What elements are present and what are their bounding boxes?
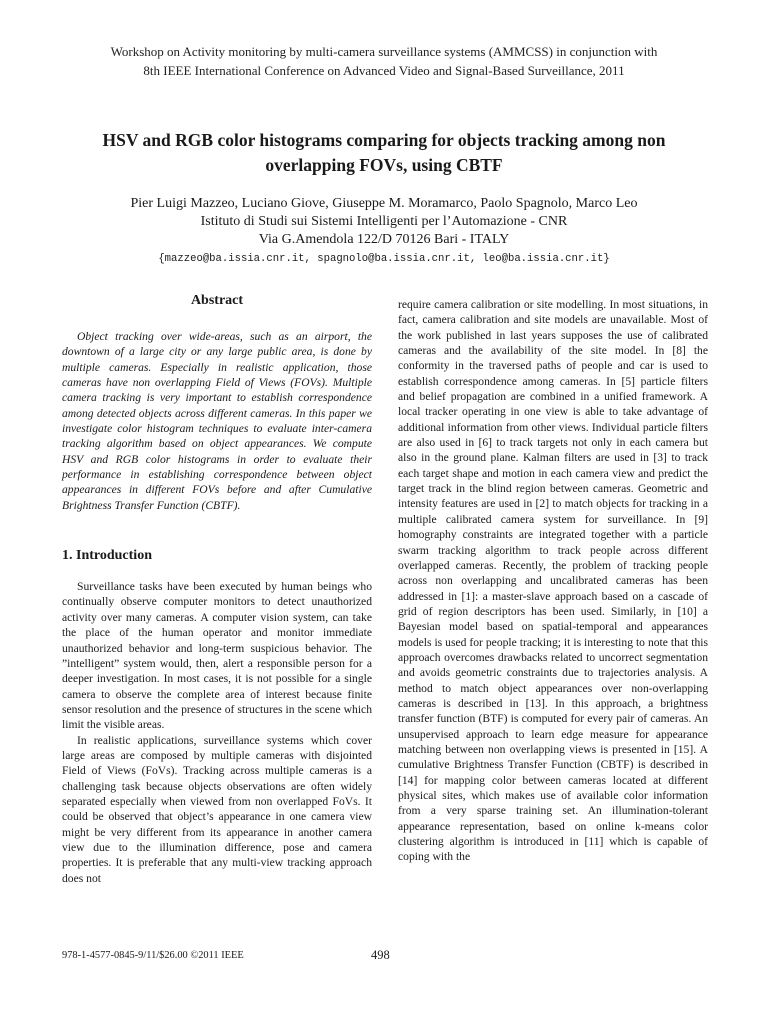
title-line-1: HSV and RGB color histograms comparing for objects tracking among non bbox=[102, 130, 666, 150]
author-names: Pier Luigi Mazzeo, Luciano Giove, Giuseppe M. Moramarco, Paolo Spagnolo, Marco Leo bbox=[130, 196, 638, 211]
author-address: Via G.Amendola 122/D 70126 Bari - ITALY bbox=[258, 232, 510, 247]
header-line-1: Workshop on Activity monitoring by multi-camera surveillance systems (AMMCSS) in conjunction with bbox=[110, 44, 658, 59]
introduction-heading: 1. Introduction bbox=[62, 548, 152, 564]
intro-paragraph-2: In realistic applications, surveillance systems which cover large areas are composed by multiple cameras with disjointed Field of Views (FoVs). Tracking across multiple cameras is a challenging task because objects observations are often widely separated especially when viewed from non overlapped FoVs. It could be observed that object’s appearance in one camera view might be very different from its appearance in another camera view due to the illumination difference, pose and camera properties. It is preferable that any multi-view tracking approach does not bbox=[62, 733, 372, 885]
header-line-2: 8th IEEE International Conference on Advanced Video and Signal-Based Surveillance, 2011 bbox=[143, 63, 625, 78]
intro-paragraph-1: Surveillance tasks have been executed by human beings who continually observe computer monitors to detect unauthorized activity over many cameras. A computer vision system, can take the place of the human operator and monitor immediate unauthorized behavior and long-term suspicious behavior. The ”intelligent” system would, then, alert a responsible person for a deeper investigation. In most cases, it is not possible for a single camera to observe the complete area of interest because finite sensor resolution and the presence of structures in the scene which limit the visible areas. bbox=[62, 580, 372, 732]
abstract-text: Object tracking over wide-areas, such as an airport, the downtown of a large city or any large public area, is done by multiple cameras. Especially in realistic application, those cameras have non overlapping Field of Views (FOVs). Multiple camera tracking is very important to establish correspondence among detected objects across different cameras. In this paper we investigate color histogram techniques to evaluate inter-camera tracking algorithm based on object appearances. We compute HSV and RGB color histograms in order to evaluate their performance in establishing correspondence between object appearances in different FOVs before and after Cumulative Brightness Transfer Function (CBTF). bbox=[62, 330, 372, 512]
footer-isbn: 978-1-4577-0845-9/11/$26.00 ©2011 IEEE bbox=[62, 950, 244, 961]
abstract-heading: Abstract bbox=[190, 293, 244, 308]
right-column-text: require camera calibration or site modelling. In most situations, in fact, camera calibration and site models are unavailable. Most of the work published in last years supposes the use of calibrated cameras and the availability of the site model. In [8] the conformity in the traversed paths of people and car is used to establish correspondence among cameras. In [5] particle filters and belief propagation are combined in a unified framework. A local tracker operating in one view is able to take advantage of additional information from other views. Individual particle filters are also used in [6] to track targets not only in each camera but also in the ground plane. Kalman filters are used in [3] to track each target shape and motion in each camera view and predict the target track in the blind region between cameras. Geometric and intensity features are used in [2] to match objects for tracking in a multiple calibrated camera system for surveillance. In [9] homography constraints are integrated together with a particle swarm tracking algorithm to track people across different overlapped cameras. Recently, the problem of tracking people across non overlapping and uncalibrated cameras has been addressed in [1]: a master-slave approach based on a cascade of grid of region descriptors has been used. Similarly, in [10] a Bayesian model based on spatial-temporal and appearances models is used for people tracking; it is interesting to note that this approach overcomes drawbacks related to uncorrect segmentation and avoids geometric constraints due to trajectories analysis. A method to match object appearances over non-overlapping cameras is described in [13]. In this approach, a brightness transfer function (BTF) is computed for every pair of cameras. An unsupervised approach to learn edge measure for appearance matching between non overlapping views is presented in [15]. A cumulative Brightness Transfer Function (CBTF) is described in [14] for mapping color between cameras located at different physical sites, which makes use of available color information from a very sparse training set. An illumination-tolerant appearance representation, based on online k-means color clustering algorithm is introduced in [11] which is capable of coping with the bbox=[398, 298, 708, 864]
author-emails: {mazzeo@ba.issia.cnr.it, spagnolo@ba.issia.cnr.it, leo@ba.issia.cnr.it} bbox=[158, 253, 610, 265]
paper-title bbox=[60, 128, 708, 178]
title-line-2: overlapping FOVs, using CBTF bbox=[265, 155, 503, 175]
page-number: 498 bbox=[371, 948, 390, 962]
right-column bbox=[398, 297, 708, 865]
workshop-header bbox=[40, 42, 728, 80]
left-column bbox=[62, 292, 372, 886]
author-block bbox=[40, 195, 728, 268]
author-institute: Istituto di Studi sui Sistemi Intelligenti per l’Automazione - CNR bbox=[200, 214, 568, 229]
